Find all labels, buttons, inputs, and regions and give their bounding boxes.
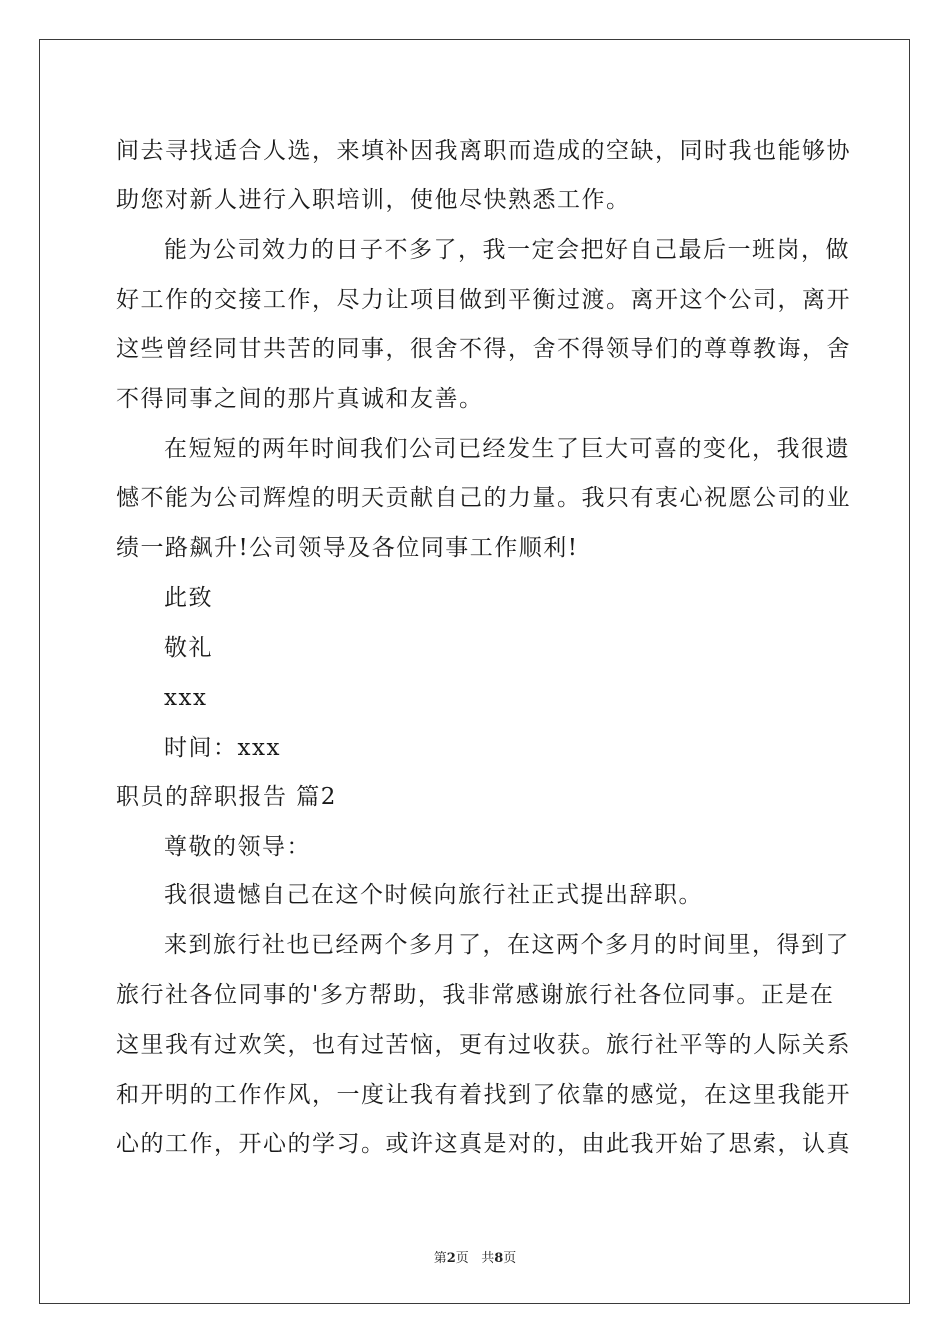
text-line: 心的工作，开心的学习。或许这真是对的，由此我开始了思索，认真 bbox=[116, 1131, 851, 1157]
footer-total-pages: 8 bbox=[494, 1251, 504, 1266]
page-footer bbox=[0, 1247, 950, 1266]
text-line: 在短短的两年时间我们公司已经发生了巨大可喜的变化，我很遗 bbox=[164, 436, 850, 462]
text-line: 我很遗憾自己在这个时候向旅行社正式提出辞职。 bbox=[164, 882, 703, 908]
footer-total-suffix: 页 bbox=[503, 1251, 517, 1266]
text-line: 间去寻找适合人选，来填补因我离职而造成的空缺，同时我也能够协 bbox=[116, 138, 851, 164]
closing-salutation: 此致 bbox=[164, 585, 213, 611]
text-line: 助您对新人进行入职培训，使他尽快熟悉工作。 bbox=[116, 187, 631, 213]
text-line: 好工作的交接工作，尽力让项目做到平衡过渡。离开这个公司，离开 bbox=[116, 287, 851, 313]
text-line: 和开明的工作作风，一度让我有着找到了依靠的感觉，在这里我能开 bbox=[116, 1082, 851, 1108]
greeting: 尊敬的领导： bbox=[164, 834, 311, 860]
closing-regards: 敬礼 bbox=[164, 635, 213, 661]
text-line: 这里我有过欢笑，也有过苦恼，更有过收获。旅行社平等的人际关系 bbox=[116, 1032, 851, 1058]
text-line: 不得同事之间的那片真诚和友善。 bbox=[116, 386, 484, 412]
signature-date: 时间：xxx bbox=[164, 735, 281, 761]
page-border bbox=[39, 39, 910, 1304]
text-line: 来到旅行社也已经两个多月了，在这两个多月的时间里，得到了 bbox=[164, 932, 850, 958]
text-line: 这些曾经同甘共苦的同事，很舍不得，舍不得领导们的尊尊教诲，舍 bbox=[116, 336, 851, 362]
text-line: 能为公司效力的日子不多了，我一定会把好自己最后一班岗，做 bbox=[164, 237, 850, 263]
footer-page-number: 2 bbox=[446, 1251, 456, 1266]
text-line: 憾不能为公司辉煌的明天贡献自己的力量。我只有衷心祝愿公司的业 bbox=[116, 485, 851, 511]
footer-page-prefix: 第 bbox=[433, 1251, 447, 1266]
footer-total-prefix: 共 bbox=[481, 1251, 495, 1266]
section-title: 职员的辞职报告 篇2 bbox=[116, 784, 337, 810]
footer-page-suffix: 页 bbox=[455, 1251, 469, 1266]
signature-name: xxx bbox=[164, 685, 208, 711]
text-line: 绩一路飙升!公司领导及各位同事工作顺利! bbox=[116, 535, 579, 561]
text-line: 旅行社各位同事的'多方帮助，我非常感谢旅行社各位同事。正是在 bbox=[116, 982, 835, 1008]
